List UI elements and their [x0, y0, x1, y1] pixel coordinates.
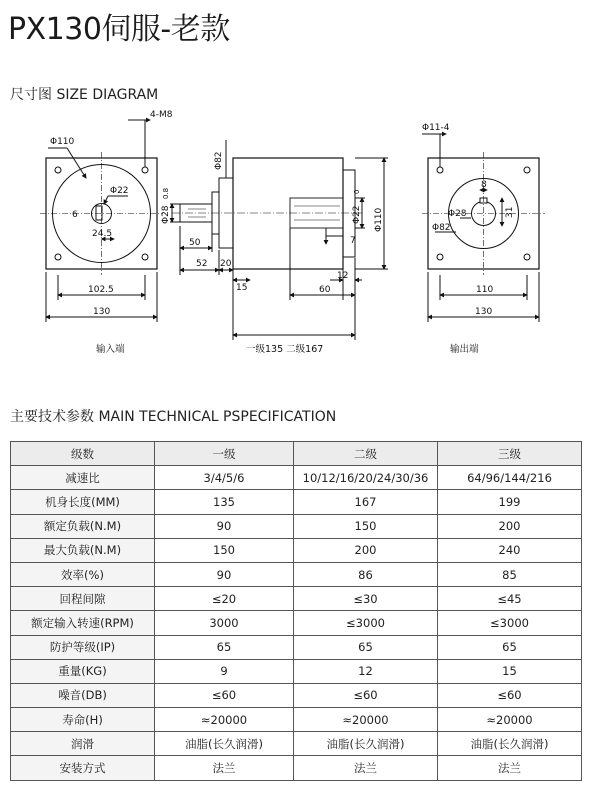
- spec-row-label: 额定输入转速(RPM): [11, 611, 155, 635]
- spec-row-label: 防护等级(IP): [11, 635, 155, 659]
- spec-cell: 法兰: [155, 756, 294, 780]
- dim-side-60: 60: [319, 285, 331, 295]
- dim-input-4m8: 4-M8: [150, 110, 173, 120]
- dim-input-102-5: 102.5: [88, 285, 114, 295]
- spec-cell: 10/12/16/20/24/30/36: [294, 466, 438, 490]
- spec-col-header: 一级: [155, 442, 294, 466]
- spec-row-label: 效率(%): [11, 562, 155, 586]
- dim-input-130: 130: [93, 307, 111, 317]
- dim-side-0-8: 0.8: [162, 187, 170, 199]
- spec-table-body: [11, 466, 582, 780]
- spec-cell: ≤45: [438, 587, 582, 611]
- spec-cell: 86: [294, 562, 438, 586]
- spec-cell: 135: [155, 490, 294, 514]
- spec-cell: 200: [438, 514, 582, 538]
- spec-cell: 65: [438, 635, 582, 659]
- table-row: [11, 708, 582, 732]
- spec-cell: 64/96/144/216: [438, 466, 582, 490]
- side-view-caption: 一级135 二级167: [246, 344, 324, 355]
- table-row: [11, 756, 582, 780]
- output-end-caption: 输出端: [450, 344, 479, 355]
- spec-col-header: 二级: [294, 442, 438, 466]
- dim-side-20: 20: [220, 259, 232, 269]
- spec-cell: 200: [294, 538, 438, 562]
- spec-cell: ≤3000: [294, 611, 438, 635]
- spec-cell: 199: [438, 490, 582, 514]
- dim-output-phi11-4: Φ11-4: [422, 123, 450, 133]
- table-row: [11, 538, 582, 562]
- dim-side-15: 15: [236, 283, 248, 293]
- size-diagram-heading: 尺寸图 SIZE DIAGRAM: [10, 87, 159, 103]
- spec-row-label: 回程间隙: [11, 587, 155, 611]
- spec-cell: ≤20: [155, 587, 294, 611]
- dim-output-phi82: Φ82: [432, 223, 451, 233]
- spec-cell: 90: [155, 514, 294, 538]
- spec-cell: 12: [294, 659, 438, 683]
- spec-row-label: 最大负载(N.M): [11, 538, 155, 562]
- spec-cell: 15: [438, 659, 582, 683]
- spec-row-label: 噪音(DB): [11, 683, 155, 707]
- spec-row-label: 额定负载(N.M): [11, 514, 155, 538]
- dim-output-31: 31: [505, 206, 515, 218]
- dim-side-0: 0: [353, 189, 361, 194]
- spec-col-header: 级数: [11, 442, 155, 466]
- spec-cell: 油脂(长久润滑): [155, 732, 294, 756]
- table-row: [11, 587, 582, 611]
- spec-cell: 油脂(长久润滑): [438, 732, 582, 756]
- page-title: PX130伺服-老款: [8, 12, 230, 47]
- dim-side-phi110: Φ110: [374, 207, 384, 232]
- spec-table: [10, 441, 582, 781]
- dim-output-110: 110: [476, 285, 494, 295]
- spec-header-row: [11, 442, 582, 466]
- spec-cell: ≈20000: [294, 708, 438, 732]
- spec-cell: 85: [438, 562, 582, 586]
- table-row: [11, 562, 582, 586]
- dim-input-24-5: 24.5: [92, 229, 113, 239]
- table-row: [11, 611, 582, 635]
- table-row: [11, 635, 582, 659]
- spec-cell: 油脂(长久润滑): [294, 732, 438, 756]
- dim-output-130: 130: [475, 307, 493, 317]
- dim-side-7: 7: [350, 236, 356, 246]
- spec-cell: 9: [155, 659, 294, 683]
- table-row: [11, 659, 582, 683]
- dim-input-phi22: Φ22: [110, 186, 129, 196]
- spec-row-label: 安装方式: [11, 756, 155, 780]
- spec-cell: ≤30: [294, 587, 438, 611]
- dim-side-52: 52: [196, 259, 208, 269]
- dim-side-phi28: Φ28: [161, 205, 171, 224]
- spec-cell: 150: [294, 514, 438, 538]
- table-row: [11, 683, 582, 707]
- spec-cell: 90: [155, 562, 294, 586]
- spec-cell: 3/4/5/6: [155, 466, 294, 490]
- spec-row-label: 减速比: [11, 466, 155, 490]
- spec-col-header: 三级: [438, 442, 582, 466]
- table-row: [11, 732, 582, 756]
- spec-cell: ≤60: [294, 683, 438, 707]
- dim-output-8: 8: [481, 180, 487, 190]
- dim-input-phi110: Φ110: [50, 137, 75, 147]
- table-row: [11, 514, 582, 538]
- spec-row-label: 润滑: [11, 732, 155, 756]
- spec-row-label: 寿命(H): [11, 708, 155, 732]
- spec-cell: ≤60: [438, 683, 582, 707]
- spec-cell: 3000: [155, 611, 294, 635]
- spec-row-label: 机身长度(MM): [11, 490, 155, 514]
- table-row: [11, 466, 582, 490]
- table-row: [11, 490, 582, 514]
- dim-input-6: 6: [72, 210, 78, 220]
- dim-side-phi82: Φ82: [214, 151, 224, 170]
- spec-heading: 主要技术参数 MAIN TECHNICAL PSPECIFICATION: [10, 409, 337, 425]
- dim-side-12: 12: [337, 271, 349, 281]
- spec-cell: 法兰: [294, 756, 438, 780]
- spec-cell: 167: [294, 490, 438, 514]
- dim-side-phi22: Φ22: [352, 205, 362, 224]
- input-end-caption: 输入端: [96, 344, 125, 355]
- dim-output-phi28: Φ28: [448, 209, 467, 219]
- dim-side-50: 50: [189, 238, 201, 248]
- spec-cell: ≈20000: [155, 708, 294, 732]
- spec-row-label: 重量(KG): [11, 659, 155, 683]
- spec-cell: 65: [155, 635, 294, 659]
- spec-cell: 法兰: [438, 756, 582, 780]
- spec-cell: 240: [438, 538, 582, 562]
- spec-cell: ≤60: [155, 683, 294, 707]
- spec-cell: ≈20000: [438, 708, 582, 732]
- spec-cell: ≤3000: [438, 611, 582, 635]
- size-diagram: [0, 100, 590, 370]
- spec-cell: 65: [294, 635, 438, 659]
- spec-cell: 150: [155, 538, 294, 562]
